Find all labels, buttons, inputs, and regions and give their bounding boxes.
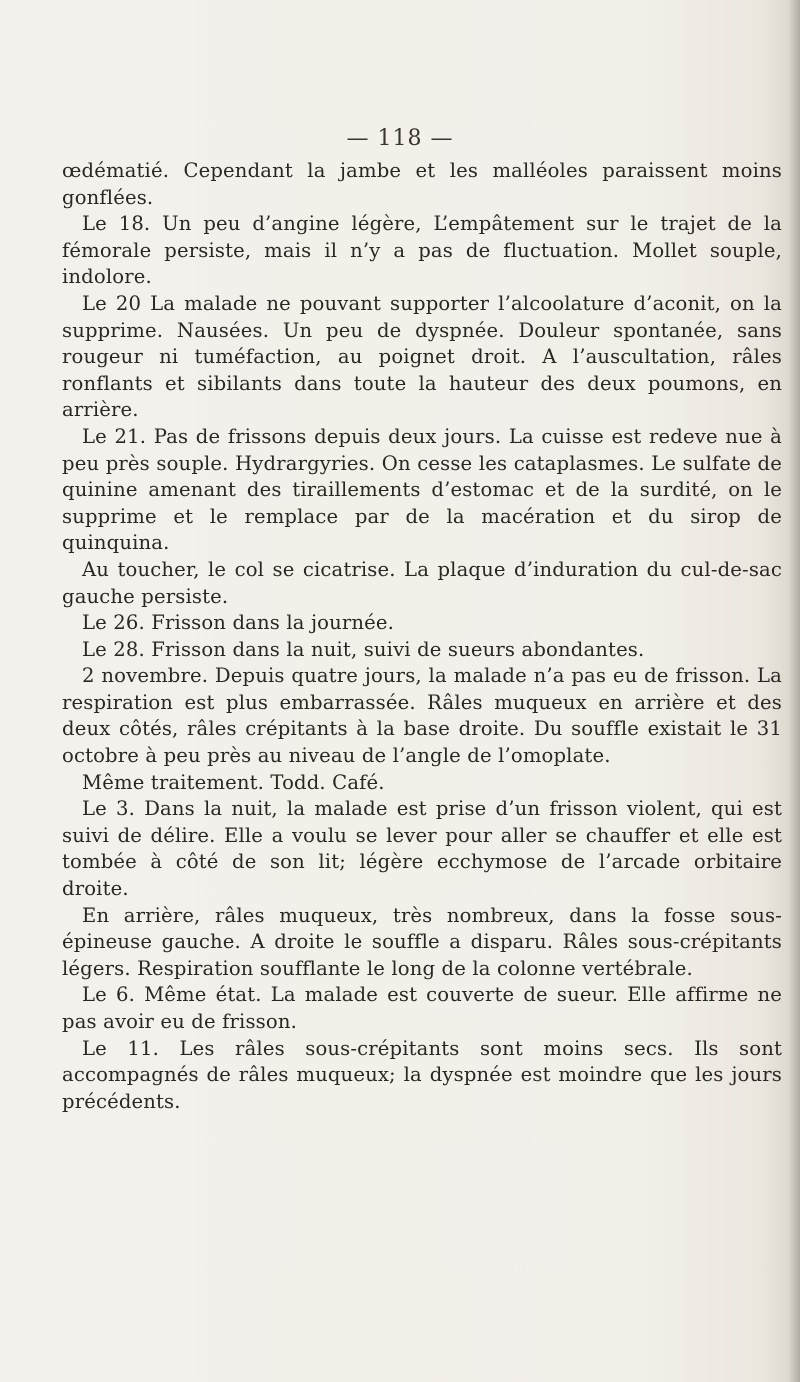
paragraph: En arrière, râles muqueux, très nombreux, dans la fosse sous-épineuse gauche. A droite le souffle a disparu. Râles sous-crépitants légers. Respiration soufflante le long de la colonne vertébrale. [62, 903, 782, 980]
paragraph: Au toucher, le col se cicatrise. La plaque d’induration du cul-de-sac gauche persiste. [62, 557, 782, 608]
paragraph: Le 28. Frisson dans la nuit, suivi de sueurs abondantes. [82, 637, 645, 661]
paragraph: Le 11. Les râles sous-crépitants sont moins secs. Ils sont accompagnés de râles muqueux; la dyspnée est moindre que les jours précédents. [62, 1036, 782, 1113]
paragraph: Même traitement. Todd. Café. [82, 770, 385, 794]
body-text [62, 158, 782, 1115]
paragraph: œdématié. Cependant la jambe et les malléoles paraissent moins gonflées. [62, 159, 782, 209]
paragraph: Le 20 La malade ne pouvant supporter l’alcoolature d’aconit, on la supprime. Nausées. Un peu de dyspnée. Douleur spontanée, sans rougeur ni tuméfaction, au poignet droit. A l’auscultation, râles ronflants et sibilants dans toute la hauteur des deux poumons, en arrière. [62, 291, 782, 422]
paragraph: Le 21. Pas de frissons depuis deux jours. La cuisse est redeve nue à peu près souple. Hydrargyries. On cesse les cataplasmes. Le sulfate de quinine amenant des tiraillements d’estomac et de la surdité, on le supprime et le remplace par de la macération et du sirop de quinquina. [62, 424, 782, 555]
paragraph: Le 26. Frisson dans la journée. [82, 611, 395, 635]
page-number: — 118 — [346, 126, 454, 151]
paragraph: Le 6. Même état. La malade est couverte de sueur. Elle affirme ne pas avoir eu de frisson. [62, 983, 782, 1033]
page-edge-shadow [788, 0, 800, 1382]
paragraph: 2 novembre. Depuis quatre jours, la malade n’a pas eu de frisson. La respiration est plus embarrassée. Râles muqueux en arrière et des deux côtés, râles crépitants à la base droite. Du souffle existait le 31 octobre à peu près au niveau de l’angle de l’omoplate. [62, 664, 782, 768]
paragraph: Le 3. Dans la nuit, la malade est prise d’un frisson violent, qui est suivi de délire. Elle a voulu se lever pour aller se chauffer et elle est tombée à côté de son lit; légère ecchymose de l’arcade orbitaire droite. [62, 797, 782, 901]
paragraph: Le 18. Un peu d’angine légère, L’empâtement sur le trajet de la fémorale persiste, mais il n’y a pas de fluctuation. Mollet souple, indolore. [62, 212, 782, 289]
